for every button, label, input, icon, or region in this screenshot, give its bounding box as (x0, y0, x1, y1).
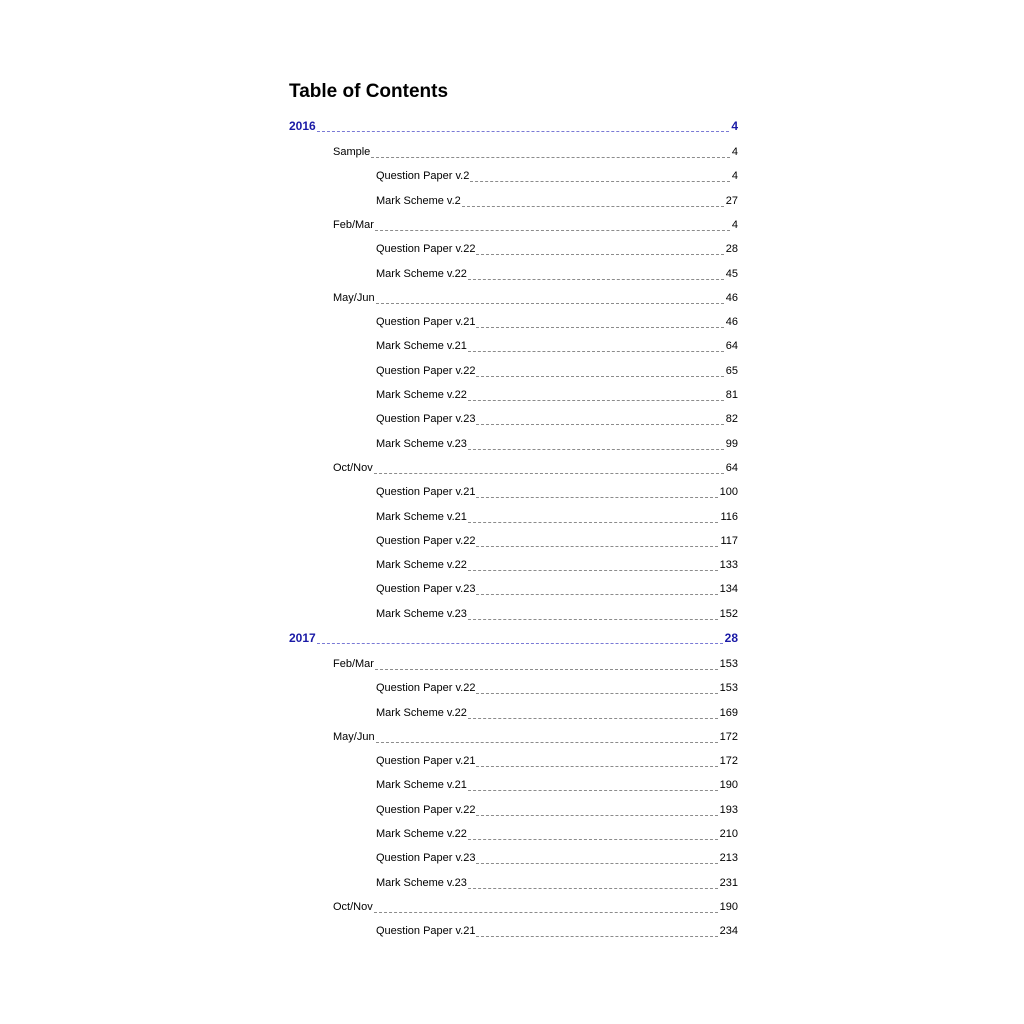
toc-entry-page-number: 193 (719, 804, 738, 816)
dot-leader (374, 472, 724, 474)
dot-leader (371, 156, 730, 158)
toc-entry-level-2[interactable] (333, 898, 738, 914)
toc-entry-label: Mark Scheme v.23 (376, 877, 467, 889)
toc-entry-page-number: 134 (719, 583, 738, 595)
toc-entry-label: 2016 (289, 119, 316, 133)
toc-entry-label: Sample (333, 146, 371, 158)
toc-entry-level-3[interactable] (376, 265, 738, 281)
toc-entry-page-number: 64 (725, 462, 738, 474)
toc-entry-level-3[interactable] (376, 849, 738, 865)
toc-entry-page-number: 82 (725, 413, 738, 425)
toc-entry-page-number: 28 (724, 631, 738, 645)
toc-entry-level-1[interactable] (289, 117, 738, 133)
dot-leader (476, 765, 717, 767)
dot-leader (476, 423, 723, 425)
toc-entry-label: Mark Scheme v.21 (376, 511, 467, 523)
toc-entry-label: Question Paper v.22 (376, 804, 476, 816)
toc-entry-level-3[interactable] (376, 556, 738, 572)
toc-entry-level-3[interactable] (376, 192, 738, 208)
dot-leader (476, 814, 717, 816)
dot-leader (468, 887, 718, 889)
toc-entry-label: Mark Scheme v.21 (376, 340, 467, 352)
toc-entry-page-number: 99 (725, 438, 738, 450)
dot-leader (476, 692, 717, 694)
toc-entry-page-number: 153 (719, 682, 738, 694)
toc-entry-page-number: 152 (719, 608, 738, 620)
dot-leader (468, 789, 718, 791)
toc-entry-label: Question Paper v.23 (376, 583, 476, 595)
dot-leader (375, 229, 730, 231)
toc-entry-level-3[interactable] (376, 532, 738, 548)
toc-entry-label: May/Jun (333, 292, 375, 304)
toc-entry-label: 2017 (289, 631, 316, 645)
toc-entry-level-2[interactable] (333, 655, 738, 671)
toc-entry-label: Mark Scheme v.22 (376, 828, 467, 840)
toc-entry-label: Question Paper v.23 (376, 413, 476, 425)
toc-entry-label: Oct/Nov (333, 901, 373, 913)
toc-entry-page-number: 46 (725, 316, 738, 328)
toc-entry-label: Question Paper v.22 (376, 365, 476, 377)
toc-entry-label: Mark Scheme v.23 (376, 608, 467, 620)
toc-entry-level-3[interactable] (376, 483, 738, 499)
dot-leader (476, 545, 718, 547)
toc-entry-level-3[interactable] (376, 337, 738, 353)
toc-entry-page-number: 27 (725, 195, 738, 207)
toc-entry-page-number: 4 (731, 170, 738, 182)
toc-entry-page-number: 117 (720, 535, 738, 547)
toc-entry-level-3[interactable] (376, 704, 738, 720)
toc-entry-level-2[interactable] (333, 728, 738, 744)
toc-entry-label: Question Paper v.21 (376, 316, 476, 328)
dot-leader (468, 618, 718, 620)
dot-leader (468, 278, 724, 280)
dot-leader (468, 569, 718, 571)
toc-entry-label: Mark Scheme v.22 (376, 707, 467, 719)
toc-entry-level-2[interactable] (333, 216, 738, 232)
toc-entry-page-number: 172 (719, 755, 738, 767)
toc-entry-level-3[interactable] (376, 386, 738, 402)
toc-entry-page-number: 169 (719, 707, 738, 719)
toc-entry-label: Question Paper v.21 (376, 486, 476, 498)
toc-entry-level-3[interactable] (376, 167, 738, 183)
toc-entry-level-3[interactable] (376, 240, 738, 256)
toc-entry-page-number: 133 (719, 559, 738, 571)
toc-entry-page-number: 213 (719, 852, 738, 864)
dot-leader (376, 302, 724, 304)
toc-entry-label: Feb/Mar (333, 658, 374, 670)
toc-entry-page-number: 4 (731, 119, 738, 133)
toc-entry-page-number: 100 (719, 486, 738, 498)
toc-entry-label: Question Paper v.22 (376, 243, 476, 255)
toc-entry-level-3[interactable] (376, 776, 738, 792)
toc-entry-label: May/Jun (333, 731, 375, 743)
toc-entry-label: Question Paper v.22 (376, 682, 476, 694)
toc-entry-label: Oct/Nov (333, 462, 373, 474)
dot-leader (374, 911, 718, 913)
toc-entry-label: Mark Scheme v.2 (376, 195, 461, 207)
dot-leader (476, 253, 723, 255)
toc-entry-page-number: 116 (720, 511, 738, 523)
toc-entry-page-number: 234 (719, 925, 738, 937)
dot-leader (468, 838, 718, 840)
toc-entry-page-number: 4 (731, 146, 738, 158)
toc-entry-level-3[interactable] (376, 410, 738, 426)
toc-entry-level-2[interactable] (333, 143, 738, 159)
toc-entry-page-number: 231 (719, 877, 738, 889)
dot-leader (317, 130, 730, 132)
toc-entry-label: Question Paper v.22 (376, 535, 476, 547)
dot-leader (476, 593, 717, 595)
dot-leader (468, 350, 724, 352)
toc-entry-label: Question Paper v.23 (376, 852, 476, 864)
page-title: Table of Contents (289, 81, 449, 102)
toc-entry-page-number: 190 (719, 901, 738, 913)
toc-entry-label: Mark Scheme v.22 (376, 268, 467, 280)
toc-entry-level-3[interactable] (376, 922, 738, 938)
toc-entry-level-1[interactable] (289, 629, 738, 645)
toc-entry-label: Mark Scheme v.22 (376, 389, 467, 401)
toc-entry-page-number: 64 (725, 340, 738, 352)
dot-leader (317, 642, 723, 644)
toc-entry-label: Question Paper v.21 (376, 755, 476, 767)
toc-entry-label: Question Paper v.2 (376, 170, 470, 182)
toc-entry-level-2[interactable] (333, 289, 738, 305)
toc-entry-level-3[interactable] (376, 874, 738, 890)
toc-entry-level-3[interactable] (376, 605, 738, 621)
dot-leader (375, 668, 718, 670)
toc-entry-page-number: 46 (725, 292, 738, 304)
dot-leader (468, 521, 719, 523)
toc-entry-page-number: 153 (719, 658, 738, 670)
toc-entry-page-number: 210 (719, 828, 738, 840)
dot-leader (468, 448, 724, 450)
toc-entry-label: Mark Scheme v.22 (376, 559, 467, 571)
toc-entry-page-number: 65 (725, 365, 738, 377)
dot-leader (376, 741, 718, 743)
dot-leader (468, 717, 718, 719)
toc-entry-level-3[interactable] (376, 679, 738, 695)
dot-leader (462, 205, 724, 207)
toc-entry-level-3[interactable] (376, 508, 738, 524)
toc-entry-label: Mark Scheme v.21 (376, 779, 467, 791)
toc-entry-page-number: 45 (725, 268, 738, 280)
dot-leader (476, 375, 723, 377)
toc-entry-level-3[interactable] (376, 825, 738, 841)
toc-entry-level-2[interactable] (333, 459, 738, 475)
toc-entry-level-3[interactable] (376, 801, 738, 817)
toc-entry-page-number: 81 (725, 389, 738, 401)
dot-leader (476, 935, 717, 937)
toc-entry-level-3[interactable] (376, 580, 738, 596)
toc-entry-label: Mark Scheme v.23 (376, 438, 467, 450)
toc-entry-level-3[interactable] (376, 362, 738, 378)
toc-entry-page-number: 190 (719, 779, 738, 791)
dot-leader (476, 326, 723, 328)
toc-entry-label: Question Paper v.21 (376, 925, 476, 937)
dot-leader (476, 862, 717, 864)
dot-leader (470, 180, 730, 182)
dot-leader (476, 496, 717, 498)
toc-entry-level-3[interactable] (376, 313, 738, 329)
toc-entry-page-number: 4 (731, 219, 738, 231)
toc-entry-page-number: 28 (725, 243, 738, 255)
toc-entry-level-3[interactable] (376, 435, 738, 451)
toc-entry-label: Feb/Mar (333, 219, 374, 231)
toc-entry-page-number: 172 (719, 731, 738, 743)
toc-entry-level-3[interactable] (376, 752, 738, 768)
dot-leader (468, 399, 724, 401)
